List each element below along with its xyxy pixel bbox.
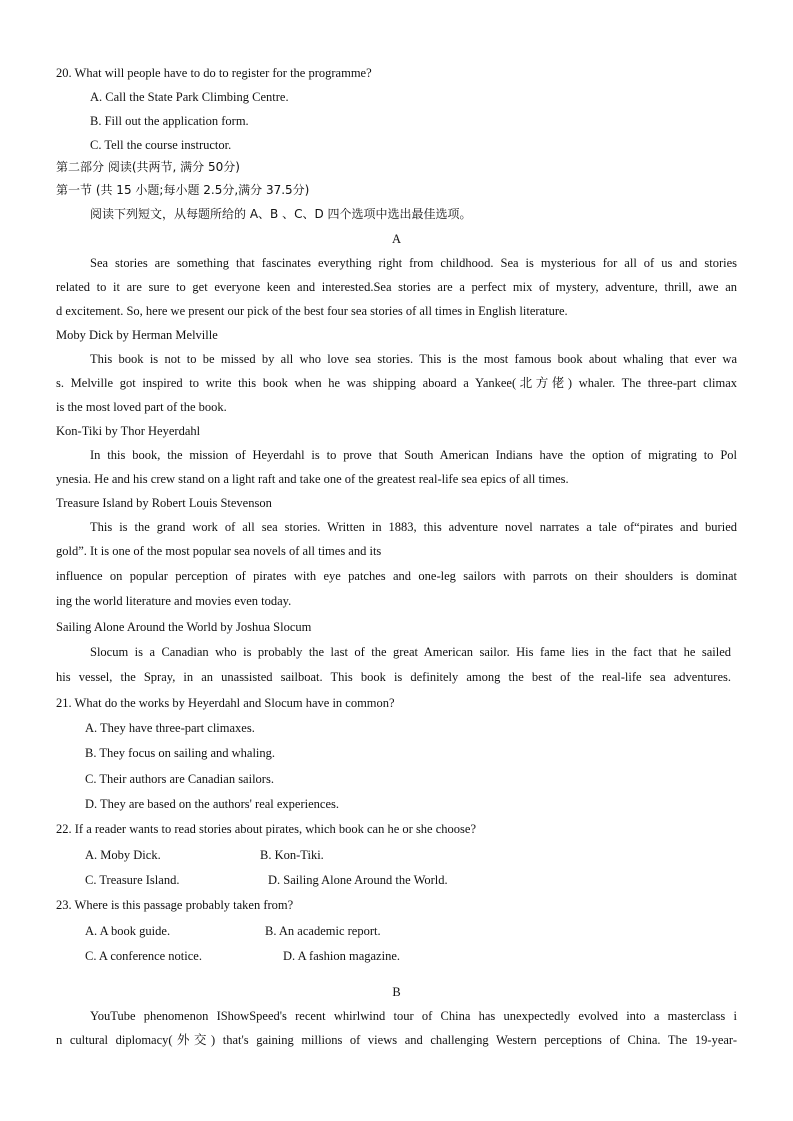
- q20-question: 20. What will people have to do to register for the programme?: [56, 66, 372, 80]
- q23-option-d: D. A fashion magazine.: [283, 949, 400, 963]
- treasure-island-line-1: This is the grand work of all sea stories. Written in 1883, this adventure novel narrates a tale of“pirates and buried: [90, 520, 737, 534]
- q23-option-c: C. A conference notice.: [85, 949, 202, 963]
- q21-option-a: A. They have three-part climaxes.: [85, 721, 255, 735]
- q20-option-a: A. Call the State Park Climbing Centre.: [90, 90, 289, 104]
- passage-a-intro-line-3: d excitement. So, here we present our pick of the best four sea stories of all times in English literature.: [56, 304, 568, 318]
- moby-dick-line-2: s. Melville got inspired to write this book when he was shipping aboard a Yankee(北方佬) whaler. The three-part climax: [56, 376, 737, 390]
- q22-option-d: D. Sailing Alone Around the World.: [268, 873, 448, 887]
- passage-a-intro-line-1: Sea stories are something that fascinates everything right from childhood. Sea is mysterious for all of us and stories: [90, 256, 737, 270]
- q22-option-b: B. Kon-Tiki.: [260, 848, 324, 862]
- book-title-sailing-alone: Sailing Alone Around the World by Joshua Slocum: [56, 620, 312, 634]
- q21-question: 21. What do the works by Heyerdahl and Slocum have in common?: [56, 696, 395, 710]
- passage-a-label: A: [391, 232, 402, 246]
- passage-b-line-2: n cultural diplomacy(外交) that's gaining millions of views and challenging Western perceptions of China. The 19-year-: [56, 1033, 737, 1047]
- moby-dick-line-3: is the most loved part of the book.: [56, 400, 227, 414]
- passage-a-intro-line-2: related to it are sure to get everyone keen and interested.Sea stories are a perfect mix of mystery, adventure, thrill, awe an: [56, 280, 737, 294]
- reading-instruction: 阅读下列短文，从每题所给的 A、B 、C、D 四个选项中选出最佳选项。: [90, 207, 472, 221]
- q22-question: 22. If a reader wants to read stories about pirates, which book can he or she choose?: [56, 822, 476, 836]
- q20-option-c: C. Tell the course instructor.: [90, 138, 232, 152]
- q23-option-a: A. A book guide.: [85, 924, 171, 938]
- kon-tiki-line-1: In this book, the mission of Heyerdahl is to prove that South American Indians have the option of migrating to Pol: [90, 448, 737, 462]
- book-title-kon-tiki: Kon-Tiki by Thor Heyerdahl: [56, 424, 201, 438]
- passage-b-label: B: [392, 985, 401, 999]
- treasure-island-line-2: gold”. It is one of the most popular sea novels of all times and its: [56, 544, 382, 558]
- moby-dick-line-1: This book is not to be missed by all who love sea stories. This is the most famous book about whaling that ever wa: [90, 352, 737, 366]
- q23-option-b: B. An academic report.: [265, 924, 381, 938]
- q20-option-b: B. Fill out the application form.: [90, 114, 249, 128]
- treasure-island-line-3: influence on popular perception of pirates with eye patches and one-leg sailors with parrots on their shoulders is dominat: [56, 569, 737, 583]
- q21-option-c: C. Their authors are Canadian sailors.: [85, 772, 274, 786]
- q22-option-a: A. Moby Dick.: [85, 848, 161, 862]
- section1-heading: 第一节 (共 15 小题;每小题 2.5分,满分 37.5分): [56, 183, 310, 197]
- q23-question: 23. Where is this passage probably taken from?: [56, 898, 294, 912]
- kon-tiki-line-2: ynesia. He and his crew stand on a light raft and take one of the greatest real-life sea epics of all times.: [56, 472, 569, 486]
- book-title-moby-dick: Moby Dick by Herman Melville: [56, 328, 218, 342]
- q21-option-d: D. They are based on the authors' real experiences.: [85, 797, 339, 811]
- q21-option-b: B. They focus on sailing and whaling.: [85, 746, 276, 760]
- treasure-island-line-4: ing the world literature and movies even today.: [56, 594, 292, 608]
- sailing-alone-line-1: Slocum is a Canadian who is probably the last of the great American sailor. His fame lies in the fact that he sailed: [90, 645, 731, 659]
- passage-b-line-1: YouTube phenomenon IShowSpeed's recent whirlwind tour of China has unexpectedly evolved into a masterclass i: [90, 1009, 737, 1023]
- q22-option-c: C. Treasure Island.: [85, 873, 180, 887]
- sailing-alone-line-2: his vessel, the Spray, in an unassisted sailboat. This book is definitely among the best of the real-life sea adventures.: [56, 670, 731, 684]
- part2-heading: 第二部分 阅读(共两节, 满分 50分): [56, 160, 240, 174]
- book-title-treasure-island: Treasure Island by Robert Louis Stevenson: [56, 496, 272, 510]
